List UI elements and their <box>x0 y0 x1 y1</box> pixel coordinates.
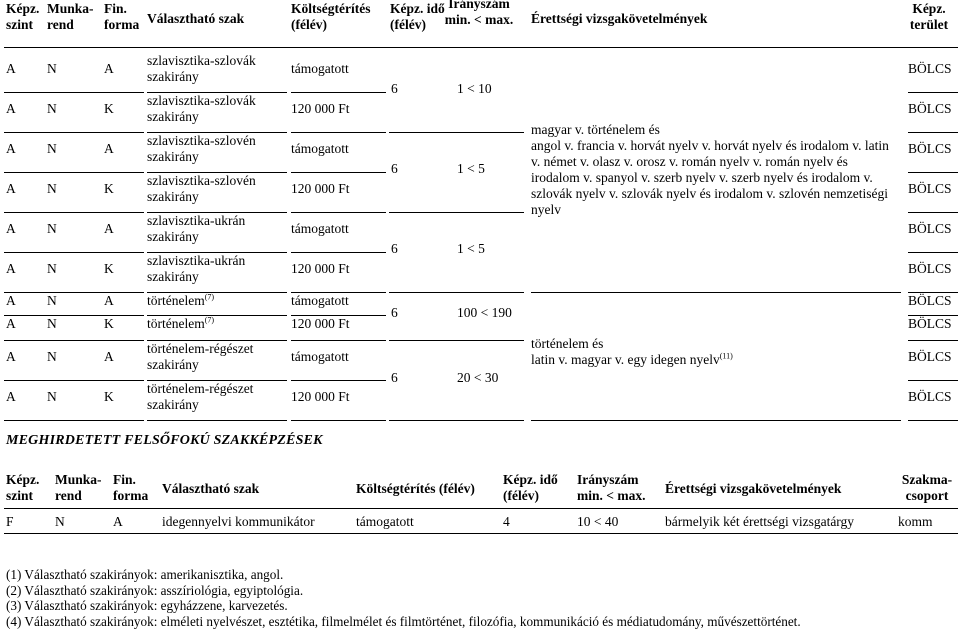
row9-rend: N <box>47 349 57 364</box>
group5-iranyszam: 20 < 30 <box>457 370 499 385</box>
row8-footnote-ref: (7) <box>204 315 215 325</box>
row4-koltseg: 120 000 Ft <box>291 181 350 196</box>
row2-rule <box>291 132 386 133</box>
row10-szak: történelem-régészet szakirány <box>147 381 254 412</box>
row2-rule <box>908 132 958 133</box>
row8-terulet: BÖLCS <box>908 316 952 331</box>
row9-szak: történelem-régészet szakirány <box>147 341 254 372</box>
row9-szint: A <box>6 349 16 364</box>
row3-szint: A <box>6 141 16 156</box>
row3-szak: szlavisztika-szlovén szakirány <box>147 133 256 164</box>
req2-line2-text: latin v. magyar v. egy idegen nyelv <box>531 352 720 367</box>
row2-rule <box>4 132 144 133</box>
row6-forma: K <box>104 261 114 276</box>
row5-rule <box>291 252 386 253</box>
row3-terulet: BÖLCS <box>908 141 952 156</box>
header-kepz-szint: Képz. szint <box>6 1 40 32</box>
row8-szak: történelem <box>147 316 205 331</box>
row6-szak: szlavisztika-ukrán szakirány <box>147 253 246 284</box>
t2-header-munkarend: Munka- rend <box>55 472 102 503</box>
group2-iranyszam: 1 < 5 <box>457 161 485 176</box>
row8-szak-cell <box>147 316 214 332</box>
t2-header-koltseg: Költségtérítés (félév) <box>356 481 475 496</box>
group3-rule <box>389 292 524 293</box>
row10-szint: A <box>6 389 16 404</box>
group4-ido: 6 <box>391 305 398 320</box>
group3-ido: 6 <box>391 241 398 256</box>
group2-rule <box>389 212 524 213</box>
row4-rule <box>908 212 958 213</box>
header-erettsegi: Érettségi vizsgakövetelmények <box>531 11 708 26</box>
row1-rule <box>291 92 386 93</box>
row4-szint: A <box>6 181 16 196</box>
row7-rule <box>4 315 144 316</box>
group4-iranyszam: 100 < 190 <box>457 305 512 320</box>
header-kepz-ido: Képz. idő (félév) <box>390 1 445 32</box>
row9-terulet: BÖLCS <box>908 349 952 364</box>
requirements-text-1 <box>531 122 911 218</box>
row5-koltseg: támogatott <box>291 221 349 236</box>
row8-szint: A <box>6 316 16 331</box>
t2-cell-rend: N <box>55 514 65 529</box>
header-koltseg: Költségtérítés (félév) <box>291 1 371 32</box>
row8-rend: N <box>47 316 57 331</box>
row9-rule <box>4 380 144 381</box>
row4-terulet: BÖLCS <box>908 181 952 196</box>
row9-rule <box>908 380 958 381</box>
requirements-rule-1 <box>531 292 901 293</box>
t2-header-kepz-szint: Képz. szint <box>6 472 40 503</box>
row9-koltseg: támogatott <box>291 349 349 364</box>
row3-rule <box>908 172 958 173</box>
req1-line-2: angol v. francia v. horvát nyelv v. horvát nyelv és irodalom v. latin <box>531 138 889 153</box>
footnote-1: (1) Választható szakirányok: amerikanisztika, angol. <box>6 567 284 582</box>
row10-rule <box>147 420 287 421</box>
row1-szak: szlavisztika-szlovák szakirány <box>147 53 256 84</box>
row3-rule <box>291 172 386 173</box>
row6-koltseg: 120 000 Ft <box>291 261 350 276</box>
row5-rule <box>4 252 144 253</box>
t2-cell-ido: 4 <box>503 514 510 529</box>
row2-terulet: BÖLCS <box>908 101 952 116</box>
req2-footnote-ref: (11) <box>719 351 733 361</box>
row9-forma: A <box>104 349 114 364</box>
t2-header-erettsegi: Érettségi vizsgakövetelmények <box>665 481 842 496</box>
row6-rend: N <box>47 261 57 276</box>
row3-forma: A <box>104 141 114 156</box>
t2-cell-szak: idegennyelvi kommunikátor <box>162 514 315 529</box>
row8-rule <box>291 340 386 341</box>
row3-koltseg: támogatott <box>291 141 349 156</box>
row5-forma: A <box>104 221 114 236</box>
group1-ido: 6 <box>391 81 398 96</box>
row7-koltseg: támogatott <box>291 293 349 308</box>
row4-forma: K <box>104 181 114 196</box>
t2-header-szakmacsoport: Szakma- csoport <box>901 472 953 503</box>
req1-line-3: v. német v. olasz v. orosz v. román nyelv v. román nyelv és <box>531 154 848 169</box>
requirements-rule-2 <box>531 420 901 421</box>
row1-rend: N <box>47 61 57 76</box>
row2-szak: szlavisztika-szlovák szakirány <box>147 93 256 124</box>
t2-header-kepz-ido: Képz. idő (félév) <box>503 472 558 503</box>
t2-cell-szint: F <box>6 514 14 529</box>
row2-rend: N <box>47 101 57 116</box>
t2-header-iranyszam: Irányszám min. < max. <box>577 472 646 503</box>
row2-forma: K <box>104 101 114 116</box>
row7-rend: N <box>47 293 57 308</box>
row1-rule <box>4 92 144 93</box>
row3-rule <box>4 172 144 173</box>
row6-terulet: BÖLCS <box>908 261 952 276</box>
row7-szak: történelem <box>147 293 205 308</box>
group2-ido: 6 <box>391 161 398 176</box>
footnote-3: (3) Választható szakirányok: egyházzene, karvezetés. <box>6 598 288 613</box>
row2-koltseg: 120 000 Ft <box>291 101 350 116</box>
row7-forma: A <box>104 293 114 308</box>
req1-line-5: szlovák nyelv v. szlovák nyelv és irodalom v. szlovén nemzetiségi <box>531 186 889 201</box>
group5-rule <box>389 420 524 421</box>
row1-koltseg: támogatott <box>291 61 349 76</box>
t2-cell-iranyszam: 10 < 40 <box>577 514 619 529</box>
row4-rend: N <box>47 181 57 196</box>
row10-rend: N <box>47 389 57 404</box>
row5-szint: A <box>6 221 16 236</box>
row8-rule <box>4 340 144 341</box>
row7-terulet: BÖLCS <box>908 293 952 308</box>
t2-header-rule <box>4 508 958 509</box>
row10-rule <box>4 420 144 421</box>
t2-cell-forma: A <box>113 514 123 529</box>
group5-ido: 6 <box>391 370 398 385</box>
row1-terulet: BÖLCS <box>908 61 952 76</box>
row7-footnote-ref: (7) <box>204 292 215 302</box>
group3-iranyszam: 1 < 5 <box>457 241 485 256</box>
row4-rule <box>291 212 386 213</box>
row4-rule <box>4 212 144 213</box>
row10-terulet: BÖLCS <box>908 389 952 404</box>
t2-cell-koltseg: támogatott <box>356 514 414 529</box>
row1-forma: A <box>104 61 114 76</box>
header-fin-forma: Fin. forma <box>104 1 140 32</box>
row3-rend: N <box>47 141 57 156</box>
req1-line-6: nyelv <box>531 202 561 217</box>
t2-cell-erettsegi: bármelyik két érettségi vizsgatárgy <box>665 514 855 529</box>
t2-cell-szakmacsoport: komm <box>898 514 933 529</box>
row10-rule <box>291 420 386 421</box>
row10-rule <box>908 420 958 421</box>
row7-szak-cell <box>147 293 214 309</box>
requirements-text-2 <box>531 336 911 368</box>
req1-line-1: magyar v. történelem és <box>531 122 660 137</box>
row5-rule <box>908 252 958 253</box>
row7-szint: A <box>6 293 16 308</box>
row5-szak: szlavisztika-ukrán szakirány <box>147 213 246 244</box>
row8-koltseg: 120 000 Ft <box>291 316 350 331</box>
row8-forma: K <box>104 316 114 331</box>
section-title: MEGHIRDETETT FELSŐFOKÚ SZAKKÉPZÉSEK <box>6 433 323 448</box>
header-iranyszam: Irányszám min. < max. <box>444 0 514 27</box>
footnote-2: (2) Választható szakirányok: asszíriológia, egyiptológia. <box>6 582 304 598</box>
header-munkarend: Munka- rend <box>47 1 94 32</box>
group4-rule <box>389 340 524 341</box>
req2-line1: történelem és <box>531 336 604 351</box>
row5-rend: N <box>47 221 57 236</box>
row6-szint: A <box>6 261 16 276</box>
row9-rule <box>291 380 386 381</box>
t2-header-fin-forma: Fin. forma <box>113 472 149 503</box>
row6-rule <box>4 292 144 293</box>
header-szak: Választható szak <box>147 11 245 26</box>
t2-row-rule <box>4 533 958 534</box>
row8-rule <box>908 340 958 341</box>
row2-szint: A <box>6 101 16 116</box>
row10-koltseg: 120 000 Ft <box>291 389 350 404</box>
req2-line2 <box>531 352 911 368</box>
row4-szak: szlavisztika-szlovén szakirány <box>147 173 256 204</box>
footnotes <box>6 567 801 629</box>
req1-line-4: irodalom v. spanyol v. szerb nyelv v. szerb nyelv és irodalom v. <box>531 170 873 185</box>
header-terulet: Képz. terület <box>909 1 949 32</box>
footnote-4: (4) Választható szakirányok: elméleti nyelvészet, esztétika, filmelmélet és filmtörténet, filozófia, kommunikáció és médiatudomány, művészettörténet. <box>6 613 801 629</box>
row1-szint: A <box>6 61 16 76</box>
t2-header-szak: Választható szak <box>162 481 260 496</box>
group1-rule <box>389 132 524 133</box>
row1-rule <box>908 92 958 93</box>
header-rule <box>4 47 958 48</box>
row5-terulet: BÖLCS <box>908 221 952 236</box>
row10-forma: K <box>104 389 114 404</box>
group1-iranyszam: 1 < 10 <box>457 81 492 96</box>
